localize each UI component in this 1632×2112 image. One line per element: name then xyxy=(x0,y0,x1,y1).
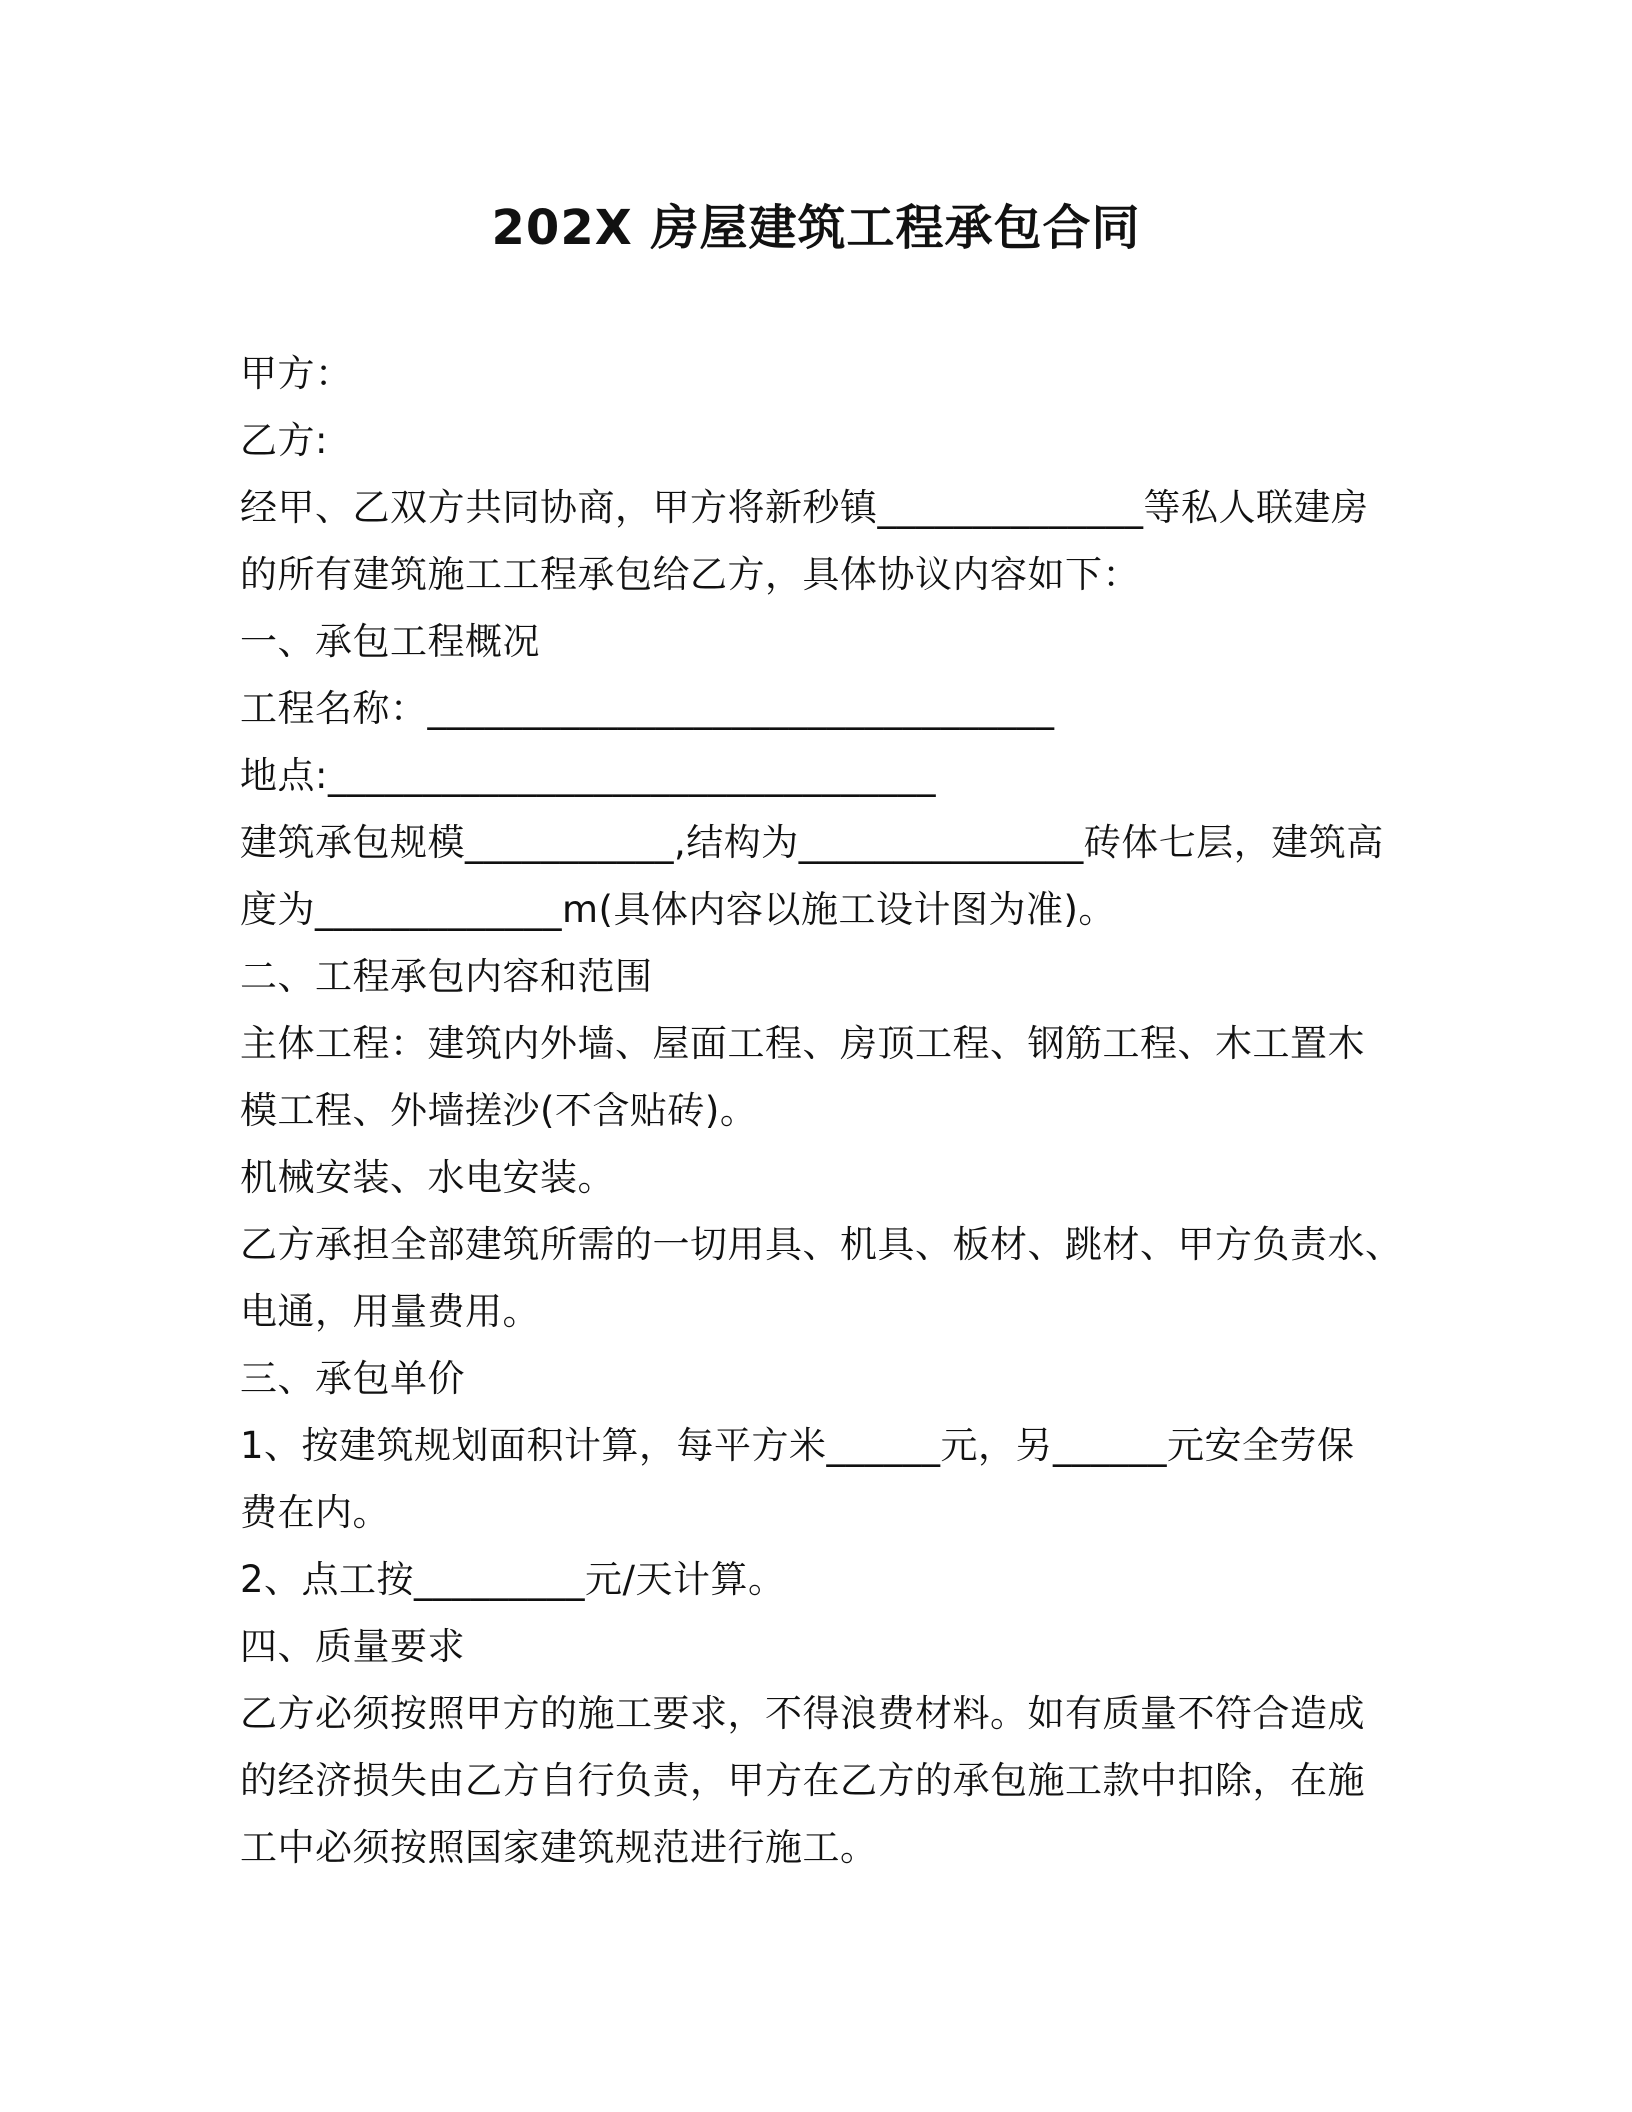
text-line: 建筑承包规模___________,结构为_______________砖体七层，建筑高 xyxy=(240,821,1384,864)
text-line: 的经济损失由乙方自行负责，甲方在乙方的承包施工款中扣除，在施 xyxy=(240,1759,1365,1802)
text-line: 乙方: xyxy=(240,419,328,462)
text-line: 1、按建筑规划面积计算，每平方米______元，另______元安全劳保 xyxy=(240,1424,1355,1467)
text-line: 2、点工按_________元/天计算。 xyxy=(240,1558,786,1601)
text-line: 地点:________________________________ xyxy=(240,754,936,797)
text-line: 的所有建筑施工工程承包给乙方，具体协议内容如下： xyxy=(240,553,1140,596)
document-title: 202X 房屋建筑工程承包合同 xyxy=(491,200,1141,256)
text-line: 经甲、乙双方共同协商，甲方将新秒镇______________等私人联建房 xyxy=(240,486,1369,529)
section-heading: 二、工程承包内容和范围 xyxy=(240,955,653,998)
text-line: 工中必须按照国家建筑规范进行施工。 xyxy=(240,1826,878,1869)
section-heading: 三、承包单价 xyxy=(240,1357,465,1400)
section-heading: 一、承包工程概况 xyxy=(240,620,540,663)
text-line: 费在内。 xyxy=(240,1491,390,1534)
text-line: 乙方必须按照甲方的施工要求，不得浪费材料。如有质量不符合造成 xyxy=(240,1692,1365,1735)
text-line: 模工程、外墙搓沙(不含贴砖)。 xyxy=(240,1089,758,1132)
text-line: 工程名称：_________________________________ xyxy=(240,687,1055,730)
text-line: 甲方： xyxy=(240,352,353,395)
text-line: 主体工程：建筑内外墙、屋面工程、房顶工程、钢筋工程、木工置木 xyxy=(240,1022,1365,1065)
text-line: 电通，用量费用。 xyxy=(240,1290,540,1333)
section-heading: 四、质量要求 xyxy=(240,1625,465,1668)
text-line: 乙方承担全部建筑所需的一切用具、机具、板材、跳材、甲方负责水、 xyxy=(240,1223,1403,1266)
text-line: 度为_____________m(具体内容以施工设计图为准)。 xyxy=(240,888,1116,931)
document-body xyxy=(240,340,1403,1881)
text-line: 机械安装、水电安装。 xyxy=(240,1156,615,1199)
